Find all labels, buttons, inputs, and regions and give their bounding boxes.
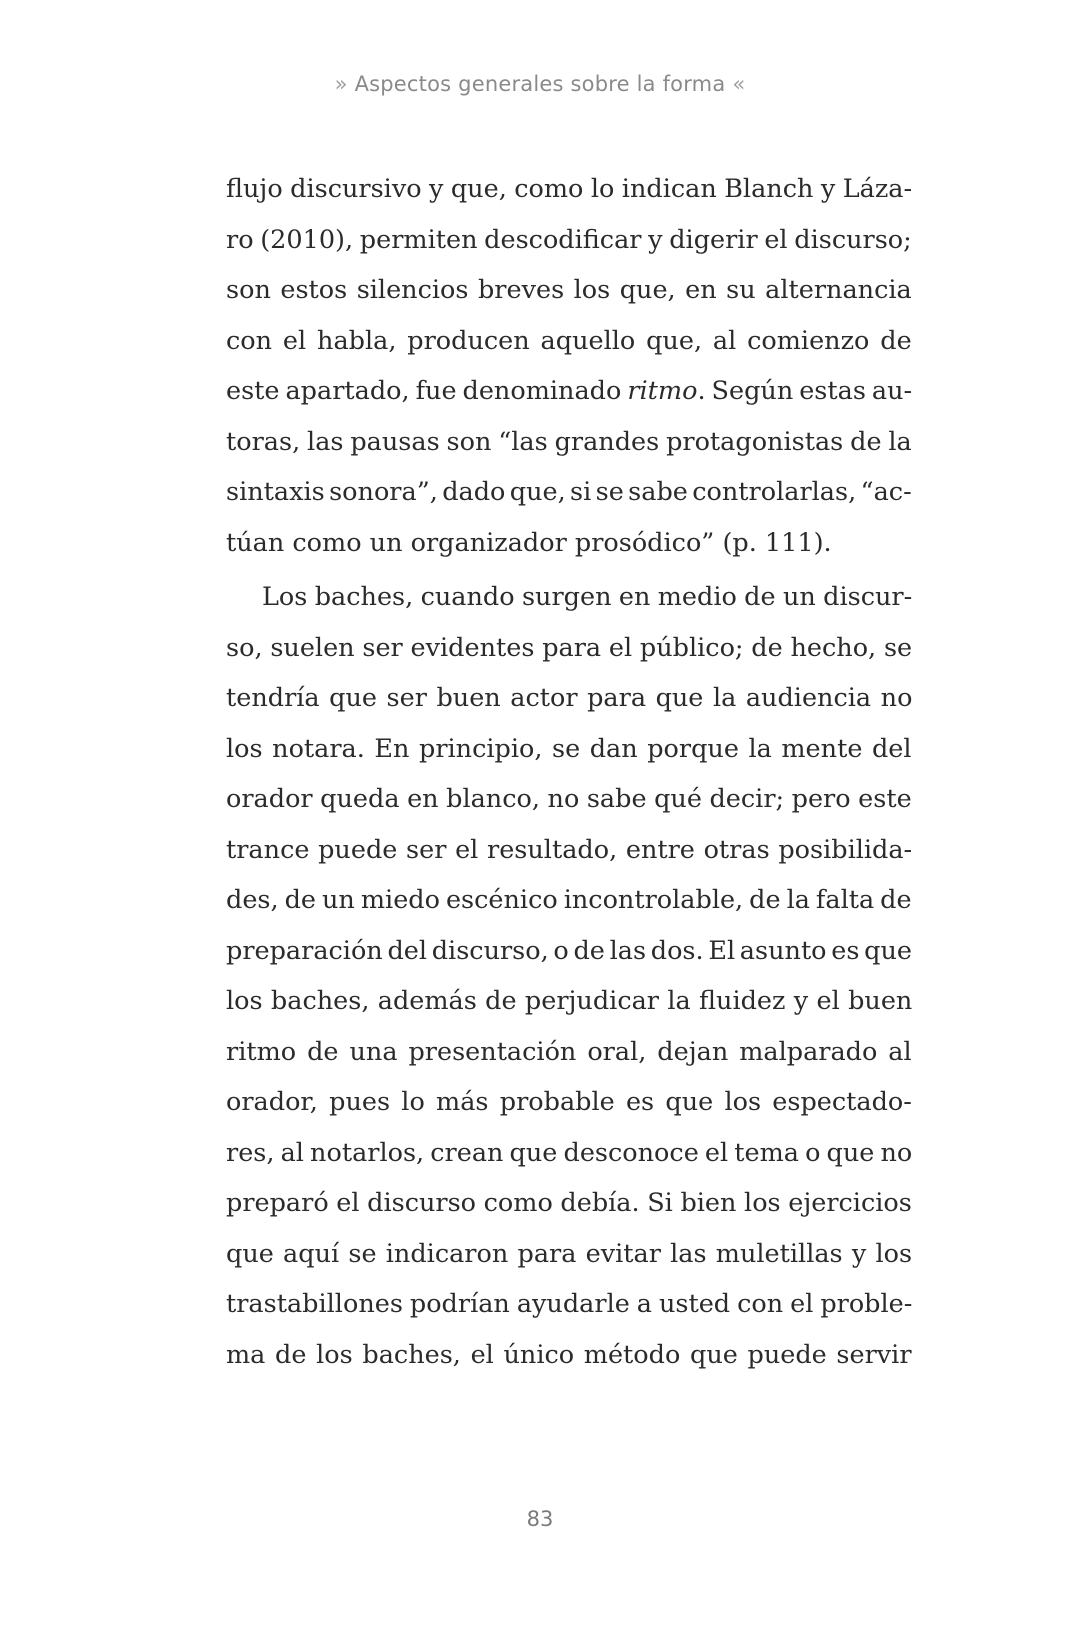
paragraph-1 bbox=[226, 164, 912, 568]
text-line: tendría que ser buen actor para que la audiencia no bbox=[226, 683, 913, 713]
body-text bbox=[226, 164, 912, 1380]
text-line: orador, pues lo más probable es que los espectado- bbox=[226, 1087, 912, 1117]
text-line: preparación del discurso, o de las dos. El asunto es que bbox=[226, 935, 912, 966]
text-line: son estos silencios breves los que, en su alternancia bbox=[226, 275, 912, 305]
text-fragment: . Según estas au- bbox=[697, 376, 913, 406]
text-line: ma de los baches, el único método que puede servir bbox=[226, 1339, 912, 1370]
italic-term: ritmo bbox=[627, 376, 698, 406]
text-line: túan como un organizador prosódico” (p. 111). bbox=[226, 527, 832, 558]
text-line: que aquí se indicaron para evitar las muletillas y los bbox=[226, 1238, 913, 1269]
page-number: 83 bbox=[526, 1507, 554, 1531]
text-line: preparó el discurso como debía. Si bien los ejercicios bbox=[226, 1188, 912, 1218]
header-close-mark: « bbox=[732, 72, 746, 96]
running-header bbox=[0, 72, 1080, 96]
text-line: ro (2010), permiten descodificar y digerir el discurso; bbox=[226, 224, 912, 255]
text-line: sintaxis sonora”, dado que, si se sabe controlarlas, “ac- bbox=[226, 477, 912, 507]
text-line: ritmo de una presentación oral, dejan malparado al bbox=[226, 1036, 912, 1067]
text-line: orador queda en blanco, no sabe qué decir; pero este bbox=[226, 784, 912, 814]
text-line: los notara. En principio, se dan porque la mente del bbox=[226, 733, 912, 764]
text-line: Los baches, cuando surgen en medio de un discur- bbox=[262, 582, 913, 612]
paragraph-2 bbox=[226, 572, 912, 1380]
text-line: trance puede ser el resultado, entre otras posibilida- bbox=[226, 834, 913, 865]
text-line: con el habla, producen aquello que, al comienzo de bbox=[226, 325, 912, 356]
text-line: so, suelen ser evidentes para el público; de hecho, se bbox=[226, 632, 913, 663]
text-line: los baches, además de perjudicar la fluidez y el buen bbox=[226, 986, 913, 1016]
text-line: toras, las pausas son “las grandes protagonistas de la bbox=[226, 426, 912, 457]
text-line bbox=[226, 366, 912, 417]
text-line: res, al notarlos, crean que desconoce el tema o que no bbox=[226, 1137, 913, 1168]
text-fragment: este apartado, fue denominado bbox=[226, 376, 628, 406]
text-line: trastabillones podrían ayudarle a usted con el proble- bbox=[226, 1289, 913, 1319]
header-title: Aspectos generales sobre la forma bbox=[354, 72, 726, 96]
header-open-mark: » bbox=[334, 72, 348, 96]
text-line: des, de un miedo escénico incontrolable, de la falta de bbox=[226, 885, 912, 915]
text-line: flujo discursivo y que, como lo indican Blanch y Láza- bbox=[226, 174, 913, 204]
